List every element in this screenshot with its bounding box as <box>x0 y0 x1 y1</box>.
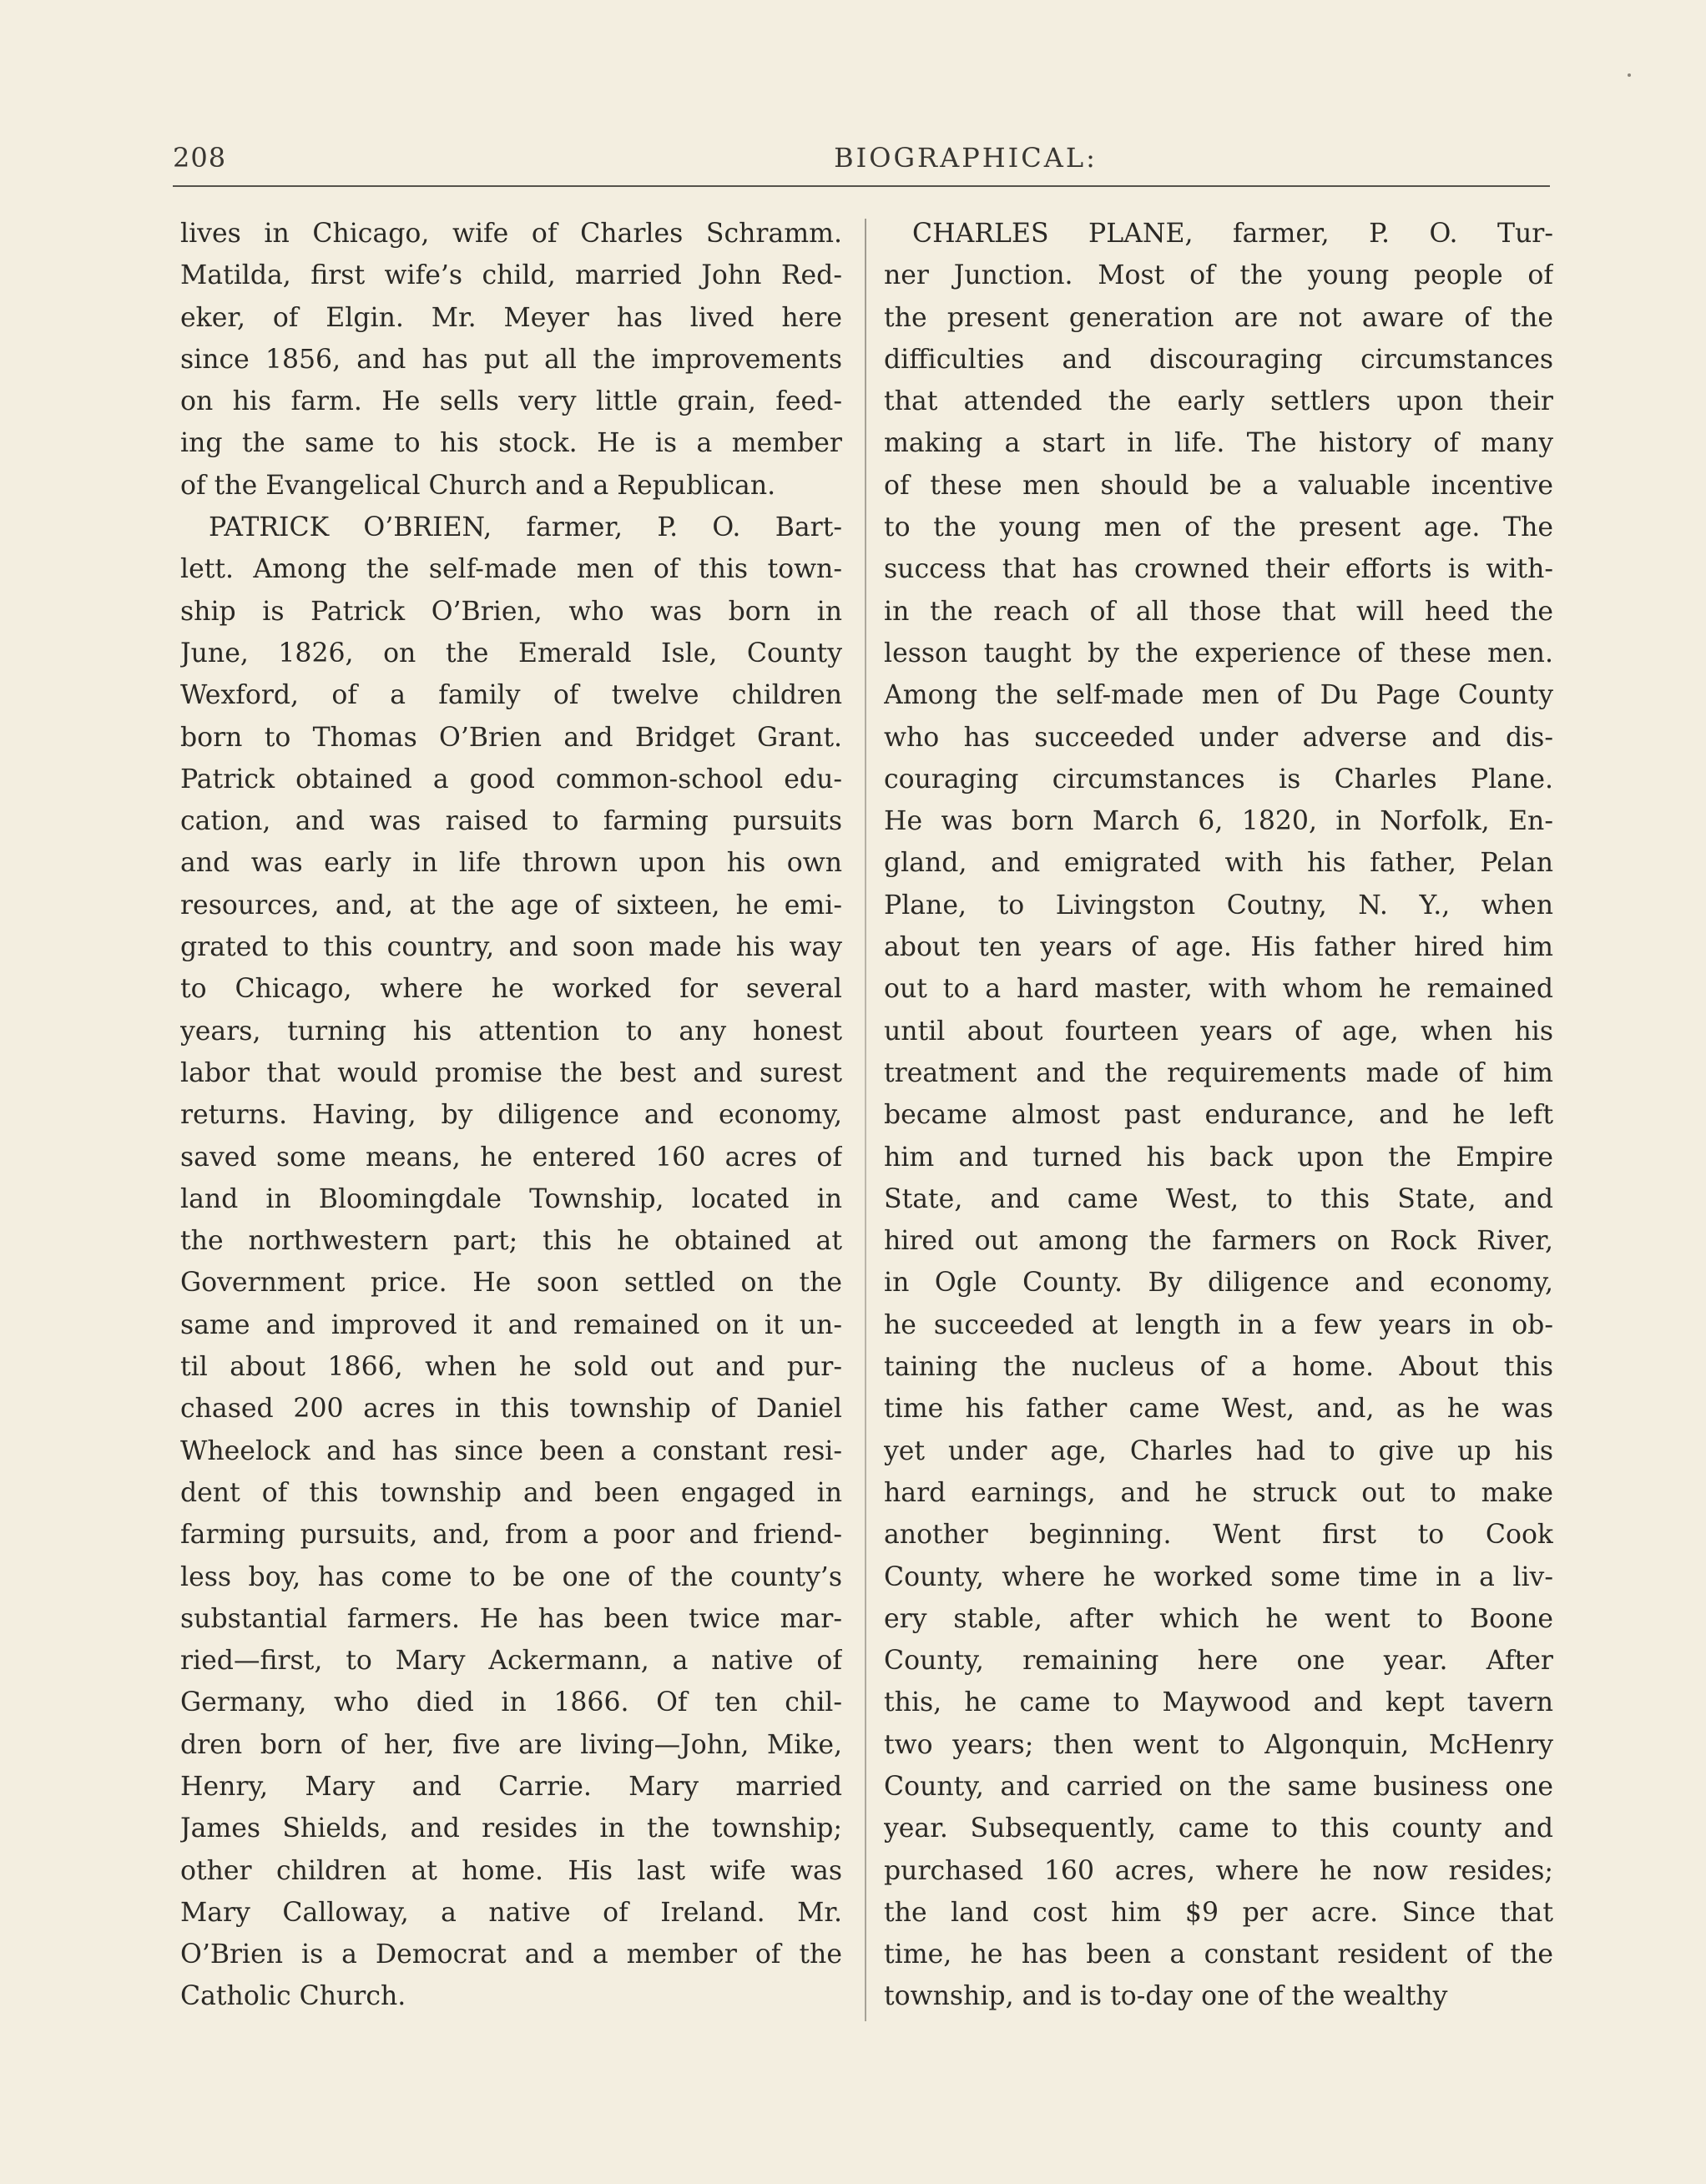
text-line: of these men should be a valuable incentive <box>884 470 1553 501</box>
text-line: lett. Among the self-made men of this town- <box>180 554 842 585</box>
text-line: Henry, Mary and Carrie. Mary married <box>180 1771 842 1802</box>
text-line: the present generation are not aware of the <box>884 302 1553 333</box>
text-line: became almost past endurance, and he left <box>884 1100 1553 1131</box>
text-line: lesson taught by the experience of these men. <box>884 638 1553 668</box>
text-line: and was early in life thrown upon his own <box>180 848 842 879</box>
column-divider <box>865 219 866 2021</box>
text-line: eker, of Elgin. Mr. Meyer has lived here <box>180 302 842 333</box>
text-line: Plane, to Livingston Coutny, N. Y., when <box>884 890 1553 921</box>
text-line: Government price. He soon settled on the <box>180 1268 842 1299</box>
text-line: cation, and was raised to farming pursuits <box>180 806 842 837</box>
text-line: lives in Chicago, wife of Charles Schramm. <box>180 219 842 249</box>
text-line: ried—first, to Mary Ackermann, a native of <box>180 1646 842 1677</box>
text-line: less boy, has come to be one of the county’s <box>180 1561 842 1592</box>
text-line: Mary Calloway, a native of Ireland. Mr. <box>180 1897 842 1928</box>
text-line: Among the self-made men of Du Page County <box>884 680 1553 711</box>
text-line: June, 1826, on the Emerald Isle, County <box>180 638 842 668</box>
text-line: of the Evangelical Church and a Republican. <box>180 470 776 501</box>
text-line: CHARLES PLANE, farmer, P. O. Tur- <box>912 219 1553 249</box>
text-line: to Chicago, where he worked for several <box>180 974 842 1005</box>
text-line: State, and came West, to this State, and <box>884 1183 1553 1214</box>
text-line: making a start in life. The history of many <box>884 428 1553 459</box>
text-line: farming pursuits, and, from a poor and friend- <box>180 1520 842 1551</box>
text-line: couraging circumstances is Charles Plane. <box>884 764 1553 794</box>
text-line: returns. Having, by diligence and economy, <box>180 1100 842 1131</box>
text-line: Catholic Church. <box>180 1981 406 2012</box>
text-line: saved some means, he entered 160 acres of <box>180 1142 842 1173</box>
text-line: purchased 160 acres, where he now resides; <box>884 1855 1553 1886</box>
left-text-column <box>180 213 842 2018</box>
text-line: James Shields, and resides in the township; <box>180 1813 842 1844</box>
text-line: success that has crowned their efforts is with- <box>884 554 1553 585</box>
text-line: chased 200 acres in this township of Daniel <box>180 1394 842 1425</box>
text-line: PATRICK O’BRIEN, farmer, P. O. Bart- <box>209 512 842 543</box>
header-rule <box>173 185 1550 187</box>
text-line: since 1856, and has put all the improvements <box>180 344 842 375</box>
page-number: 208 <box>173 142 227 174</box>
right-text-column <box>884 213 1553 2018</box>
text-line: on his farm. He sells very little grain, feed- <box>180 386 842 417</box>
text-line: Patrick obtained a good common-school edu- <box>180 764 842 794</box>
text-line: hired out among the farmers on Rock River, <box>884 1226 1553 1257</box>
text-line: ery stable, after which he went to Boone <box>884 1603 1553 1634</box>
text-line: Wheelock and has since been a constant resi- <box>180 1435 842 1466</box>
text-line: He was born March 6, 1820, in Norfolk, En- <box>884 806 1553 837</box>
text-line: another beginning. Went first to Cook <box>884 1520 1553 1551</box>
text-line: him and turned his back upon the Empire <box>884 1142 1553 1173</box>
text-line: township, and is to-day one of the wealthy <box>884 1981 1448 2012</box>
text-line: about ten years of age. His father hired him <box>884 932 1553 963</box>
running-head: BIOGRAPHICAL: <box>834 142 1098 174</box>
text-line: in Ogle County. By diligence and economy, <box>884 1268 1553 1299</box>
text-line: gland, and emigrated with his father, Pelan <box>884 848 1553 879</box>
text-line: dent of this township and been engaged in <box>180 1477 842 1508</box>
text-line: resources, and, at the age of sixteen, he emi- <box>180 890 842 921</box>
text-line: dren born of her, five are living—John, Mike, <box>180 1729 842 1760</box>
text-line: yet under age, Charles had to give up his <box>884 1435 1553 1466</box>
text-line: treatment and the requirements made of him <box>884 1057 1553 1088</box>
text-line: County, remaining here one year. After <box>884 1646 1553 1677</box>
text-line: ship is Patrick O’Brien, who was born in <box>180 596 842 627</box>
text-line: year. Subsequently, came to this county and <box>884 1813 1553 1844</box>
text-line: years, turning his attention to any honest <box>180 1016 842 1047</box>
text-line: substantial farmers. He has been twice mar- <box>180 1603 842 1634</box>
page-header <box>173 142 1550 179</box>
text-line: ing the same to his stock. He is a member <box>180 428 842 459</box>
text-line: the northwestern part; this he obtained at <box>180 1226 842 1257</box>
text-line: the land cost him $9 per acre. Since that <box>884 1897 1553 1928</box>
text-line: County, and carried on the same business one <box>884 1771 1553 1802</box>
text-line: Germany, who died in 1866. Of ten chil- <box>180 1687 842 1718</box>
text-line: this, he came to Maywood and kept tavern <box>884 1687 1553 1718</box>
text-line: to the young men of the present age. The <box>884 512 1553 543</box>
text-line: born to Thomas O’Brien and Bridget Grant. <box>180 722 842 753</box>
text-line: labor that would promise the best and surest <box>180 1057 842 1088</box>
text-line: Wexford, of a family of twelve children <box>180 680 842 711</box>
text-line: difficulties and discouraging circumstances <box>884 344 1553 375</box>
text-line: out to a hard master, with whom he remained <box>884 974 1553 1005</box>
text-line: taining the nucleus of a home. About this <box>884 1352 1553 1383</box>
text-line: ner Junction. Most of the young people of <box>884 260 1553 291</box>
text-line: two years; then went to Algonquin, McHenry <box>884 1729 1553 1760</box>
text-line: until about fourteen years of age, when his <box>884 1016 1553 1047</box>
text-line: same and improved it and remained on it un- <box>180 1309 842 1340</box>
text-line: in the reach of all those that will heed the <box>884 596 1553 627</box>
ink-speck <box>1628 73 1631 77</box>
text-line: land in Bloomingdale Township, located in <box>180 1183 842 1214</box>
text-line: hard earnings, and he struck out to make <box>884 1477 1553 1508</box>
text-line: O’Brien is a Democrat and a member of the <box>180 1939 842 1970</box>
text-line: til about 1866, when he sold out and pur- <box>180 1352 842 1383</box>
text-line: County, where he worked some time in a liv- <box>884 1561 1553 1592</box>
text-line: time, he has been a constant resident of the <box>884 1939 1553 1970</box>
text-line: time his father came West, and, as he was <box>884 1394 1553 1425</box>
text-line: that attended the early settlers upon their <box>884 386 1553 417</box>
text-line: he succeeded at length in a few years in ob- <box>884 1309 1553 1340</box>
text-line: who has succeeded under adverse and dis- <box>884 722 1553 753</box>
text-line: Matilda, first wife’s child, married John Red- <box>180 260 842 291</box>
text-line: grated to this country, and soon made his way <box>180 932 842 963</box>
text-line: other children at home. His last wife was <box>180 1855 842 1886</box>
